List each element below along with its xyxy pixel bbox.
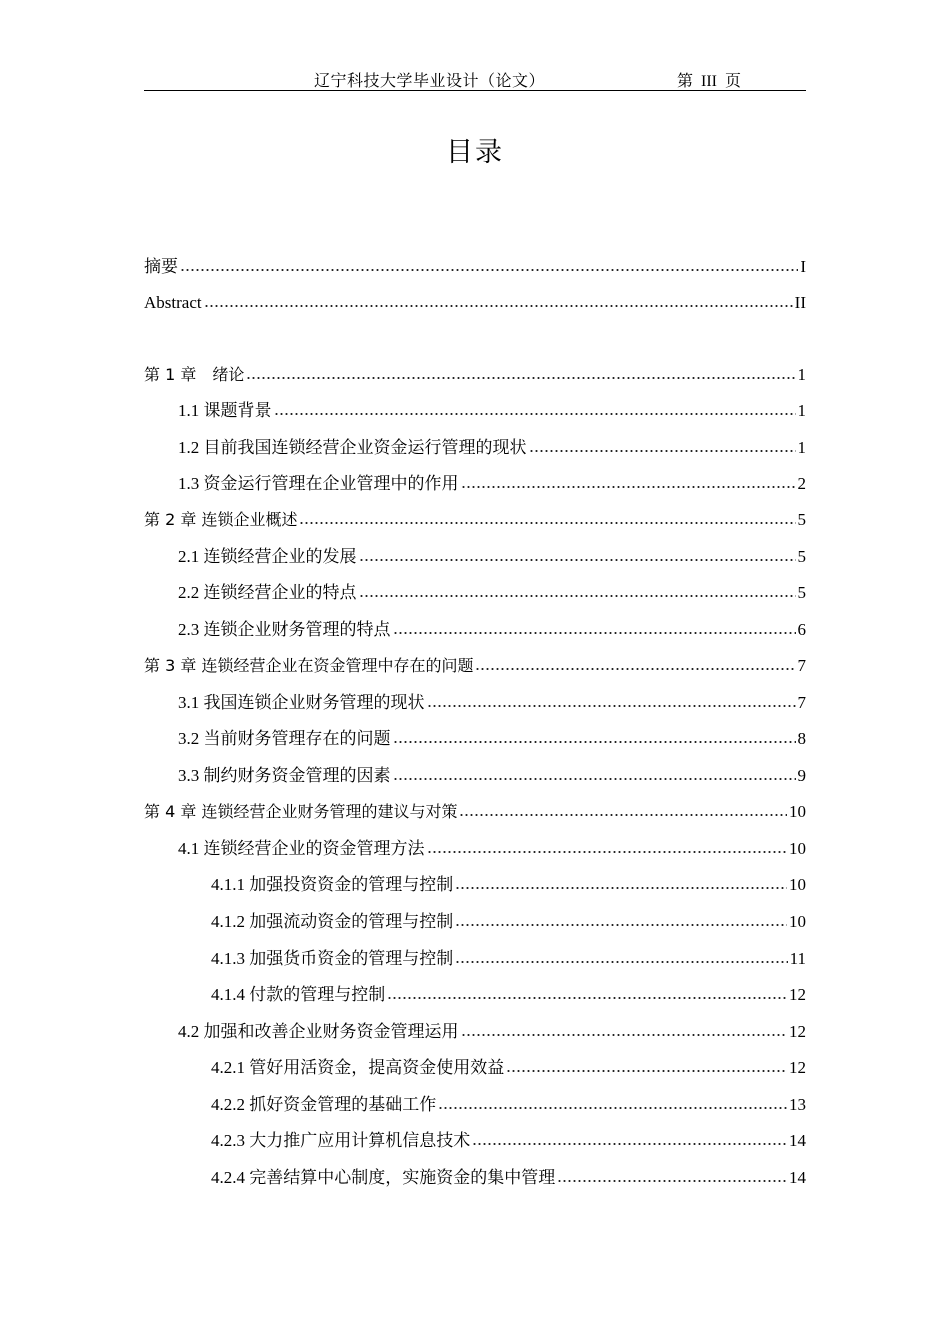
toc-entry-page: I [800, 257, 806, 276]
toc-entry-label: 4.1.2 加强流动资金的管理与控制 [211, 912, 454, 931]
dot-leader [180, 268, 798, 272]
toc-entry-label: 4.2.1 管好用活资金，提高资金使用效益 [211, 1058, 505, 1077]
toc-entry-page: 11 [789, 949, 806, 968]
toc-entry-label: 第 1 章 绪论 [144, 365, 245, 384]
toc-entry-page: 1 [797, 401, 806, 420]
toc-entry-label: 4.1.3 加强货币资金的管理与控制 [211, 949, 454, 968]
toc-entry-section-4-2-1[interactable] [211, 1057, 806, 1079]
toc-entry-label: 1.2 目前我国连锁经营企业资金运行管理的现状 [178, 438, 527, 457]
page-number: 第 III 页 [677, 73, 741, 90]
dot-leader [455, 923, 787, 927]
toc-entry-page: 14 [789, 1131, 806, 1150]
dot-leader [299, 521, 795, 525]
toc-entry-label: 3.2 当前财务管理存在的问题 [178, 729, 391, 748]
toc-entry-section-4-1-2[interactable] [211, 911, 806, 933]
dot-leader [529, 449, 796, 453]
toc-entry-label: 第 3 章 连锁经营企业在资金管理中存在的问题 [144, 656, 474, 675]
toc-entry-abstract-en[interactable] [144, 292, 806, 314]
dot-leader [427, 850, 788, 854]
toc-entry-label: 2.2 连锁经营企业的特点 [178, 583, 357, 602]
dot-leader [557, 1179, 787, 1183]
toc-entry-label: 1.1 课题背景 [178, 401, 272, 420]
toc-entry-page: 13 [789, 1095, 806, 1114]
toc-entry-section-4-1[interactable] [178, 838, 806, 860]
toc-entry-label: 1.3 资金运行管理在企业管理中的作用 [178, 474, 459, 493]
dot-leader [393, 740, 796, 744]
toc-entry-label: 4.1 连锁经营企业的资金管理方法 [178, 839, 425, 858]
toc-entry-page: 9 [797, 766, 806, 785]
toc-entry-label: 4.2.3 大力推广应用计算机信息技术 [211, 1131, 471, 1150]
toc-entry-section-4-2-3[interactable] [211, 1130, 806, 1152]
dot-leader [359, 558, 796, 562]
toc-entry-section-4-2-4[interactable] [211, 1167, 806, 1189]
toc-entry-page: 2 [797, 474, 806, 493]
toc-entry-page: 5 [797, 583, 806, 602]
toc-entry-label: 2.1 连锁经营企业的发展 [178, 547, 357, 566]
dot-leader [459, 813, 787, 817]
toc-entry-section-1-1[interactable] [178, 400, 806, 422]
dot-leader [204, 304, 793, 308]
toc-entry-page: 7 [797, 693, 806, 712]
dot-leader [472, 1142, 787, 1146]
toc-entry-page: 5 [797, 547, 806, 566]
dot-leader [455, 886, 787, 890]
toc-entry-label: 2.3 连锁企业财务管理的特点 [178, 620, 391, 639]
toc-entry-label: Abstract [144, 293, 202, 312]
dot-leader [427, 704, 796, 708]
toc-entry-section-3-3[interactable] [178, 765, 806, 787]
dot-leader [387, 996, 787, 1000]
toc-entry-section-4-1-1[interactable] [211, 874, 806, 896]
dot-leader [475, 667, 795, 671]
toc-entry-label: 3.3 制约财务资金管理的因素 [178, 766, 391, 785]
toc-entry-page: 10 [789, 802, 806, 821]
dot-leader [274, 412, 796, 416]
toc-entry-label: 第 4 章 连锁经营企业财务管理的建议与对策 [144, 802, 458, 821]
toc-entry-page: 12 [789, 1058, 806, 1077]
dot-leader [461, 485, 796, 489]
toc-entry-page: 10 [789, 875, 806, 894]
toc-entry-page: 6 [797, 620, 806, 639]
toc-entry-chapter-3[interactable] [144, 655, 806, 677]
toc-entry-page: 1 [797, 438, 806, 457]
dot-leader [393, 631, 796, 635]
toc-entry-section-3-2[interactable] [178, 728, 806, 750]
dot-leader [455, 960, 787, 964]
toc-entry-page: 14 [789, 1168, 806, 1187]
toc-entry-page: 7 [797, 656, 806, 675]
toc-entry-chapter-2[interactable] [144, 509, 806, 531]
dot-leader [393, 777, 796, 781]
toc-entry-abstract-cn[interactable] [144, 256, 806, 278]
toc-entry-section-1-2[interactable] [178, 437, 806, 459]
toc-entry-chapter-1[interactable] [144, 364, 806, 386]
toc-entry-label: 4.2.2 抓好资金管理的基础工作 [211, 1095, 437, 1114]
toc-entry-page: II [794, 293, 806, 312]
toc-entry-page: 12 [789, 985, 806, 1004]
toc-entry-page: 5 [797, 510, 806, 529]
toc-entry-section-3-1[interactable] [178, 692, 806, 714]
page-header [144, 66, 806, 91]
toc-entry-section-4-2[interactable] [178, 1021, 806, 1043]
toc-entry-section-2-2[interactable] [178, 582, 806, 604]
toc-entry-section-2-1[interactable] [178, 546, 806, 568]
toc-entry-section-2-3[interactable] [178, 619, 806, 641]
toc-entry-label: 3.1 我国连锁企业财务管理的现状 [178, 693, 425, 712]
dot-leader [506, 1069, 787, 1073]
toc-entry-label: 摘要 [144, 257, 178, 276]
dot-leader [359, 594, 796, 598]
toc-entry-section-4-1-3[interactable] [211, 948, 806, 970]
toc-entry-page: 10 [789, 912, 806, 931]
school-name: 辽宁科技大学毕业设计（论文） [314, 73, 546, 90]
toc-entry-label: 4.1.1 加强投资资金的管理与控制 [211, 875, 454, 894]
dot-leader [461, 1033, 788, 1037]
toc-title: 目录 [446, 137, 504, 168]
toc-entry-label: 4.2.4 完善结算中心制度，实施资金的集中管理 [211, 1168, 556, 1187]
toc-entry-label: 4.1.4 付款的管理与控制 [211, 985, 386, 1004]
toc-entry-page: 8 [797, 729, 806, 748]
toc-entry-chapter-4[interactable] [144, 801, 806, 823]
toc-entry-section-4-2-2[interactable] [211, 1094, 806, 1116]
toc-entry-label: 4.2 加强和改善企业财务资金管理运用 [178, 1022, 459, 1041]
toc-entry-label: 第 2 章 连锁企业概述 [144, 510, 298, 529]
dot-leader [246, 376, 795, 380]
dot-leader [438, 1106, 787, 1110]
toc-entry-page: 12 [789, 1022, 806, 1041]
toc-entry-section-1-3[interactable] [178, 473, 806, 495]
toc-entry-section-4-1-4[interactable] [211, 984, 806, 1006]
toc-entry-page: 10 [789, 839, 806, 858]
toc-entry-page: 1 [797, 365, 806, 384]
